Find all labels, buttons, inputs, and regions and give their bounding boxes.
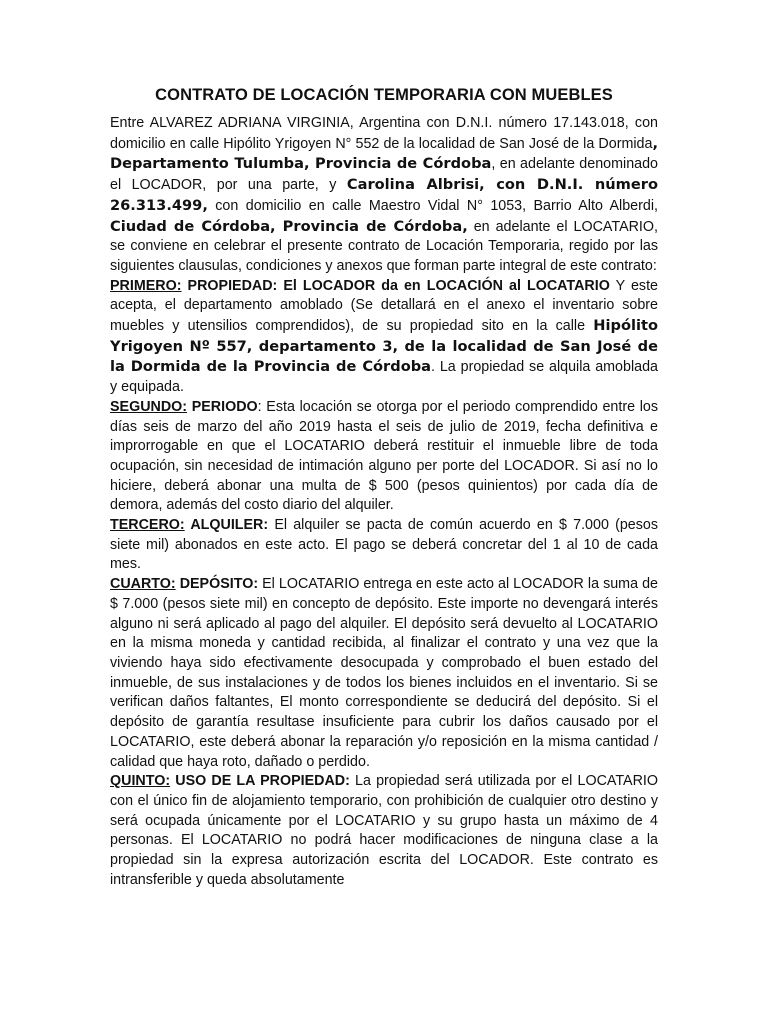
- clause-segundo-label: SEGUNDO:: [110, 398, 188, 415]
- intro-paragraph: [110, 114, 658, 277]
- clause-cuarto-heading: DEPÓSITO:: [175, 576, 259, 593]
- clause-quinto-text: La propiedad será utilizada por el LOCATARIO con el único fin de alojamiento temporario, con prohibición de cualquier otro destino y será ocupada únicamente por el LOCATARIO y su grupo hasta un máximo de 4 personas. El LOCATARIO no podrá hacer modificaciones de ninguna clase a la propiedad sin la expresa autorización escrita del LOCADOR. Este contrato es intransferible y queda absolutamente: [110, 773, 658, 888]
- clause-quinto: [110, 772, 658, 890]
- clause-segundo: [110, 398, 658, 516]
- intro-bold-2: Carolina Albrisi, con D.N.I. número 26.313.499,: [110, 176, 658, 214]
- intro-text-2: , en adelante denominado el LOCADOR, por una parte, y: [110, 156, 658, 194]
- clause-tercero-text: El alquiler se pacta de común acuerdo en $ 7.000 (pesos siete mil) abonados en este acto. El pago se deberá concretar del 1 al 10 de cada mes.: [110, 517, 658, 573]
- clause-cuarto: [110, 575, 658, 772]
- intro-text-1: Entre ALVAREZ ADRIANA VIRGINIA, Argentina con D.N.I. número 17.143.018, con domicilio en calle Hipólito Yrigoyen N° 552 de la localidad de San José de la Dormida: [110, 115, 658, 152]
- clause-tercero: [110, 516, 658, 575]
- intro-bold-3: Ciudad de Córdoba, Provincia de Córdoba,: [110, 217, 468, 235]
- clause-primero: [110, 277, 658, 398]
- intro-text-4: en adelante el LOCATARIO, se conviene en celebrar el presente contrato de Locación Temporaria, regido por las siguientes clausulas, condiciones y anexos que forman parte integral de este contrato:: [110, 218, 658, 274]
- clause-primero-text-2: . La propiedad se alquila amoblada y equipada.: [110, 359, 658, 396]
- clause-primero-bold: Hipólito Yrigoyen Nº 557, departamento 3, de la localidad de San José de la Dormida de la Provincia de Córdoba: [110, 317, 658, 376]
- clause-primero-heading: PROPIEDAD: El LOCADOR da en LOCACIÓN al LOCATARIO: [181, 277, 610, 294]
- contract-body: [110, 114, 658, 890]
- clause-primero-label: PRIMERO:: [110, 277, 182, 294]
- intro-bold-1: , Departamento Tulumba, Provincia de Córdoba: [110, 134, 658, 173]
- clause-primero-text-1: Y este acepta, el departamento amoblado (Se detallará en el anexo el inventario sobre muebles y utensilios comprendidos), de su propiedad sito en la calle: [110, 277, 658, 335]
- intro-text-3: con domicilio en calle Maestro Vidal N° 1053, Barrio Alto Alberdi,: [207, 197, 658, 214]
- clause-cuarto-text: El LOCATARIO entrega en este acto al LOCADOR la suma de $ 7.000 (pesos siete mil) en concepto de depósito. Este importe no devengará interés alguno ni será aplicado al pago del alquiler. El depósito será devuelto al LOCATARIO en la misma moneda y cantidad recibida, al finalizar el contrato y una vez que la viviendo haya sido efectivamente desocupada y comprobado el buen estado del inmueble, de sus instalaciones y de todos los bienes incluidos en el inventario. Si se verifican daños faltantes, El monto correspondiente se deducirá del depósito. Si el depósito de garantía resultase insuficiente para cubrir los daños causado por el LOCATARIO, este deberá abonar la reparación y/o reposición en la misma cantidad / calidad que haya roto, dañado o perdido.: [110, 576, 658, 770]
- clause-tercero-label: TERCERO:: [110, 517, 185, 534]
- document-title: CONTRATO DE LOCACIÓN TEMPORARIA CON MUEBLES: [155, 86, 613, 104]
- clause-quinto-heading: USO DE LA PROPIEDAD:: [170, 773, 350, 790]
- clause-segundo-heading: PERIODO: [187, 398, 258, 415]
- clause-cuarto-label: CUARTO:: [110, 576, 176, 593]
- clause-quinto-label: QUINTO:: [110, 773, 171, 790]
- clause-tercero-heading: ALQUILER:: [184, 517, 269, 534]
- clause-segundo-text: : Esta locación se otorga por el periodo comprendido entre los días seis de marzo del año 2019 hasta el seis de julio de 2019, fecha definitiva e improrrogable en que el LOCATARIO deberá restituir el inmueble libre de toda ocupación, sin necesidad de intimación alguno per porte del LOCADOR. Si así no lo hiciere, deberá abonar una multa de $ 500 (pesos quinientos) por cada día de demora, además del costo diario del alquiler.: [110, 398, 658, 514]
